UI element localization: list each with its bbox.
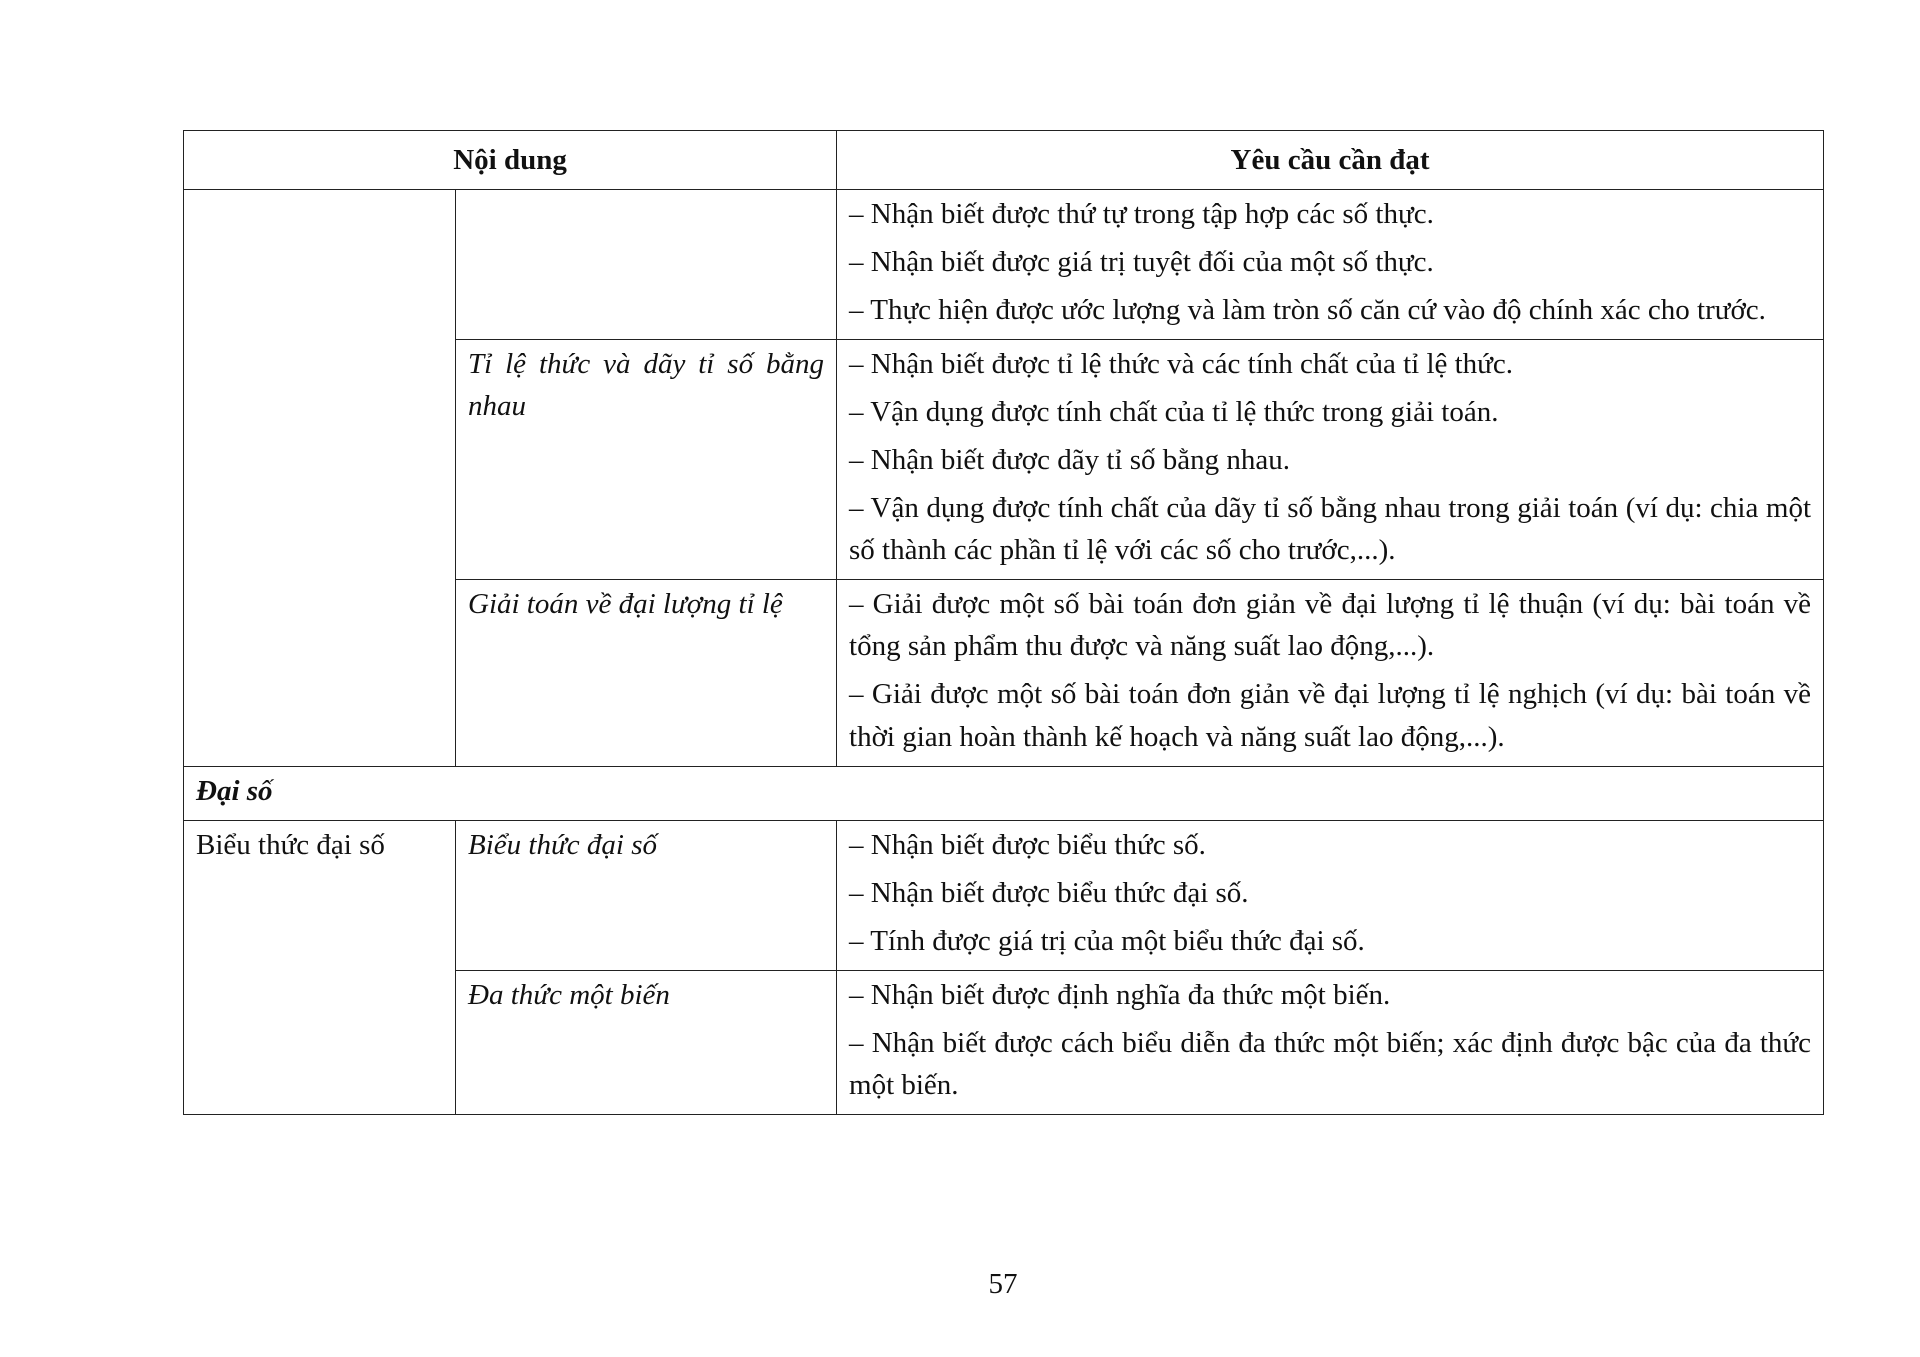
table-header-row xyxy=(184,131,1824,190)
section-row xyxy=(184,766,1824,820)
strand-cell xyxy=(184,820,456,1114)
requirements-cell xyxy=(837,340,1824,580)
requirement-item: – Nhận biết được tỉ lệ thức và các tính chất của tỉ lệ thức. xyxy=(849,348,1514,381)
curriculum-table xyxy=(183,130,1824,1115)
requirement-item: – Nhận biết được dãy tỉ số bằng nhau. xyxy=(849,444,1291,477)
topic-cell xyxy=(456,340,837,580)
requirement-item: – Nhận biết được biểu thức đại số. xyxy=(849,876,1249,909)
requirement-item: – Nhận biết được thứ tự trong tập hợp các số thực. xyxy=(849,198,1434,230)
section-title: Đại số xyxy=(184,766,1824,820)
table-row xyxy=(184,190,1824,340)
strand-cell xyxy=(184,190,456,767)
requirement-item: – Giải được một số bài toán đơn giản về đại lượng tỉ lệ thuận (ví dụ: bài toán về tổng sản phẩm thu được và năng suất lao động,...). xyxy=(849,588,1812,663)
requirement-item: – Tính được giá trị của một biểu thức đại số. xyxy=(849,924,1365,957)
topic-name: Giải toán về đại lượng tỉ lệ xyxy=(468,588,783,621)
topic-cell xyxy=(456,190,837,340)
requirement-item: – Nhận biết được biểu thức số. xyxy=(849,828,1206,861)
requirement-item: – Vận dụng được tính chất của dãy tỉ số bằng nhau trong giải toán (ví dụ: chia một số thành các phần tỉ lệ với các số cho trước,...). xyxy=(849,492,1812,567)
requirements-cell xyxy=(837,190,1824,340)
strand-name: Biểu thức đại số xyxy=(196,828,385,861)
topic-name: Đa thức một biến xyxy=(468,978,670,1011)
requirement-item: – Nhận biết được cách biểu diễn đa thức một biến; xác định được bậc của đa thức một biến. xyxy=(849,1026,1812,1101)
topic-name: Tỉ lệ thức và dãy tỉ số bằng nhau xyxy=(468,348,825,423)
requirement-item: – Nhận biết được giá trị tuyệt đối của một số thực. xyxy=(849,246,1434,279)
requirement-item: – Thực hiện được ước lượng và làm tròn số căn cứ vào độ chính xác cho trước. xyxy=(849,294,1766,327)
topic-cell xyxy=(456,580,837,766)
requirements-cell xyxy=(837,580,1824,766)
table-row xyxy=(184,820,1824,970)
requirement-item: – Nhận biết được định nghĩa đa thức một biến. xyxy=(849,978,1391,1011)
header-content: Nội dung xyxy=(184,131,837,190)
topic-cell xyxy=(456,970,837,1114)
topic-name: Biểu thức đại số xyxy=(468,828,657,861)
requirements-cell xyxy=(837,820,1824,970)
page-number: 57 xyxy=(988,1268,1018,1300)
requirement-item: – Giải được một số bài toán đơn giản về đại lượng tỉ lệ nghịch (ví dụ: bài toán về thời gian hoàn thành kế hoạch và năng suất lao động,...). xyxy=(849,678,1812,753)
header-requirements: Yêu cầu cần đạt xyxy=(837,131,1824,190)
requirement-item: – Vận dụng được tính chất của tỉ lệ thức trong giải toán. xyxy=(849,396,1499,429)
topic-cell xyxy=(456,820,837,970)
requirements-cell xyxy=(837,970,1824,1114)
